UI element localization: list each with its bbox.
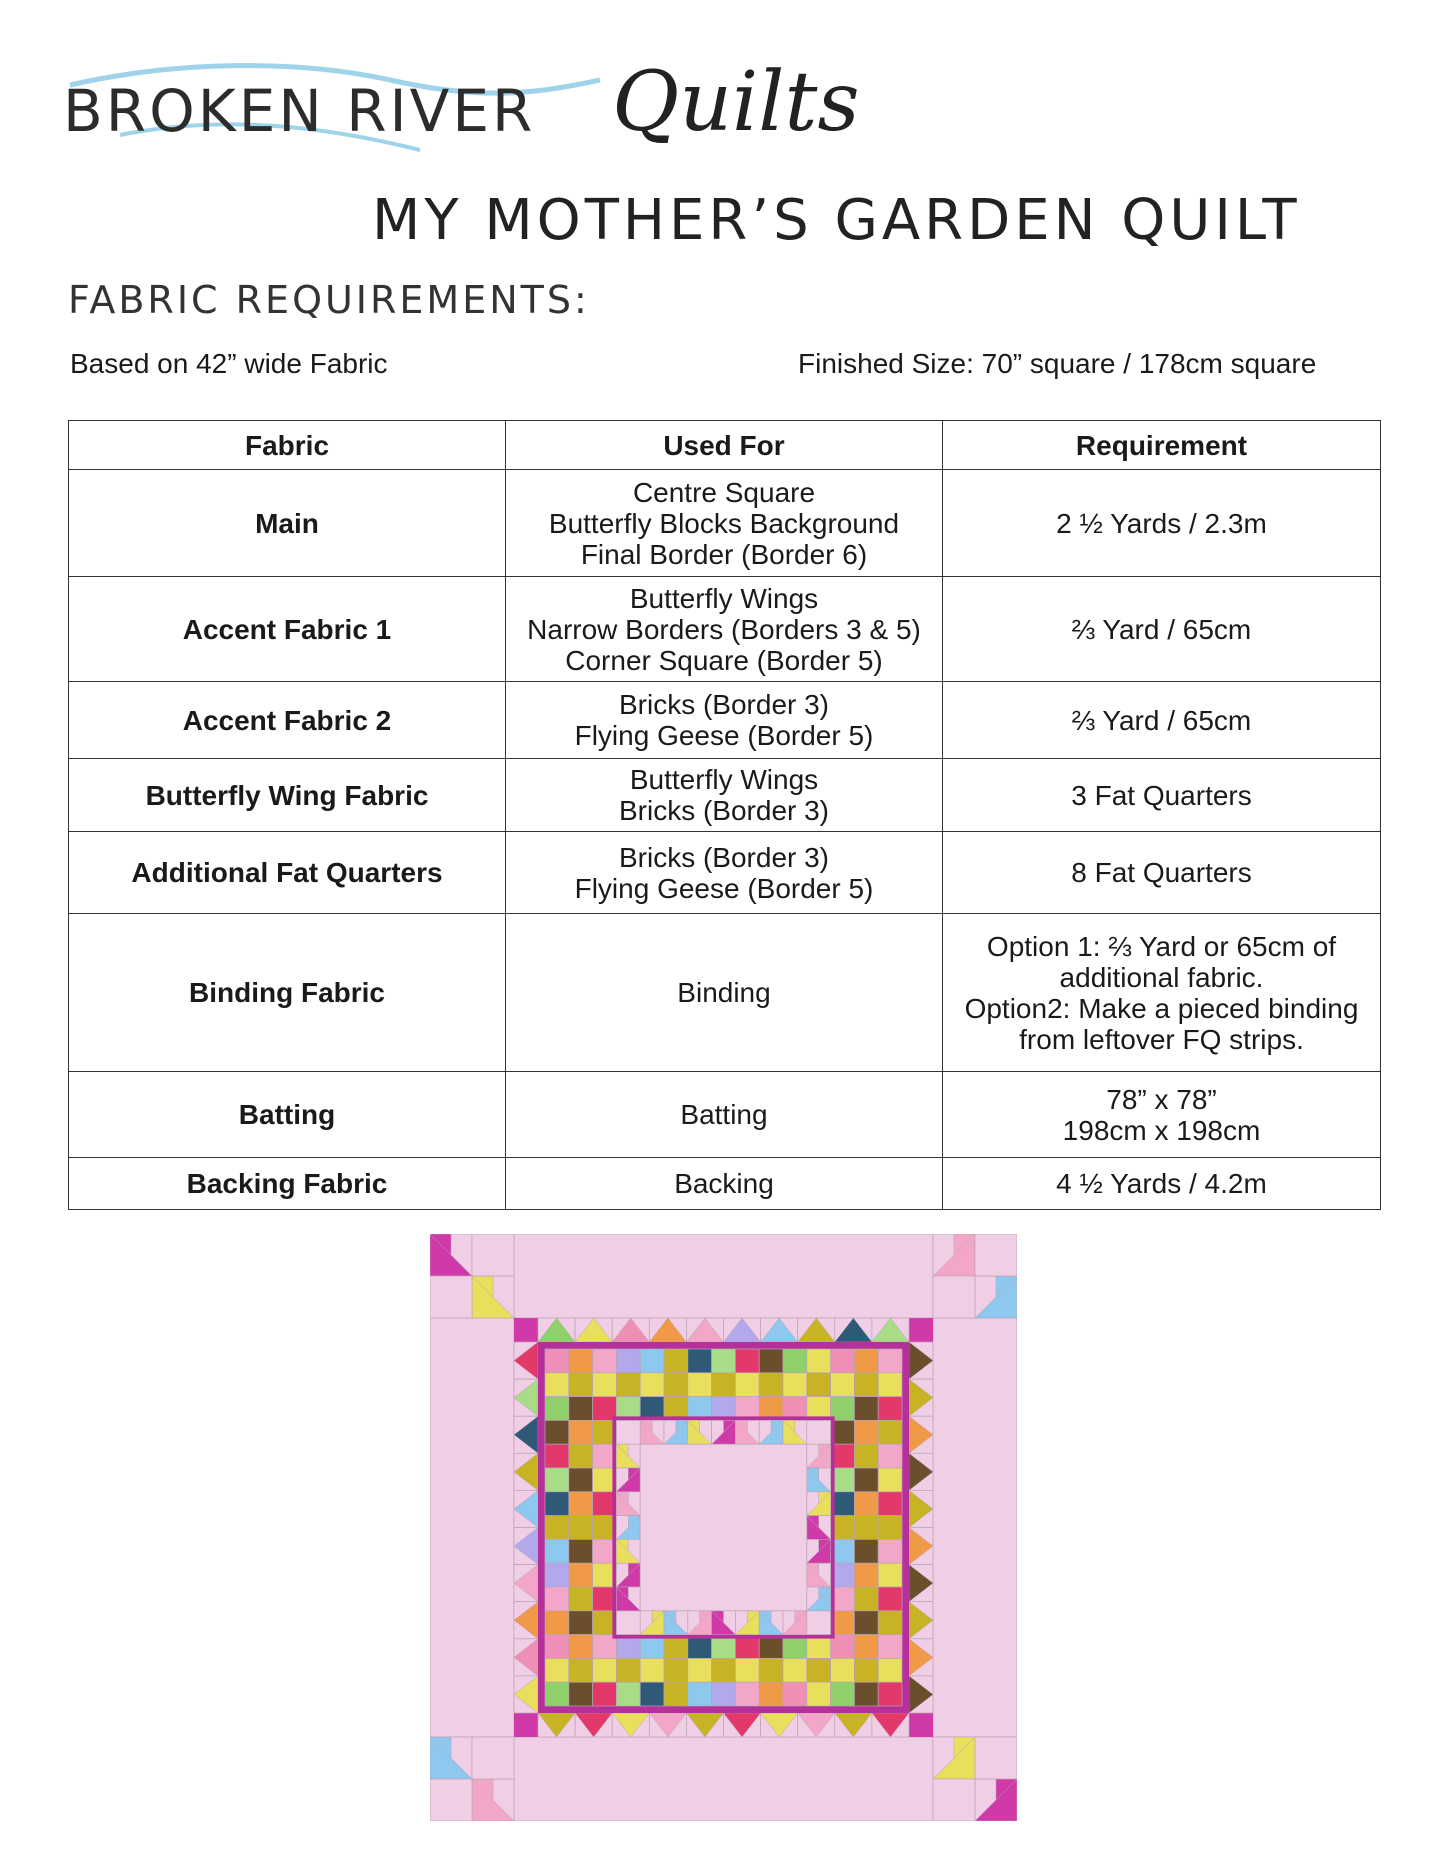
brick xyxy=(545,1468,569,1492)
brick xyxy=(569,1516,593,1540)
column-header: Requirement xyxy=(943,421,1381,470)
table-row xyxy=(69,682,1381,759)
brick xyxy=(783,1682,807,1706)
brick xyxy=(854,1420,878,1444)
brick xyxy=(854,1468,878,1492)
brick xyxy=(807,1658,831,1682)
requirement-cell xyxy=(943,682,1381,759)
brick xyxy=(807,1373,831,1397)
brick xyxy=(569,1373,593,1397)
brick xyxy=(854,1563,878,1587)
corner-cell xyxy=(472,1737,514,1779)
column-header: Used For xyxy=(506,421,943,470)
brick xyxy=(854,1587,878,1611)
fabric-cell: Backing Fabric xyxy=(69,1158,506,1210)
used-for-line: Bricks (Border 3) xyxy=(618,689,830,720)
brick xyxy=(545,1682,569,1706)
brick xyxy=(831,1658,855,1682)
brick xyxy=(640,1658,664,1682)
brick xyxy=(545,1420,569,1444)
used-for-line: Centre Square xyxy=(632,476,816,508)
section-heading: FABRIC REQUIREMENTS: xyxy=(68,278,590,322)
fabric-requirements-table xyxy=(68,420,1381,1210)
table-row xyxy=(69,759,1381,832)
table-row xyxy=(69,1072,1381,1158)
brick xyxy=(688,1349,712,1373)
brick xyxy=(545,1658,569,1682)
requirement-cell xyxy=(943,1072,1381,1158)
quilt-diagram xyxy=(430,1234,1017,1821)
requirement-cell xyxy=(943,470,1381,577)
requirement-cell xyxy=(943,832,1381,914)
brick xyxy=(616,1373,640,1397)
brick xyxy=(545,1373,569,1397)
brick xyxy=(569,1444,593,1468)
brick xyxy=(569,1539,593,1563)
used-for-line: Bricks (Border 3) xyxy=(618,795,830,826)
corner-cell xyxy=(430,1276,472,1318)
requirement-cell xyxy=(943,1158,1381,1210)
border-6-panel xyxy=(514,1234,933,1318)
brick xyxy=(854,1397,878,1421)
brick xyxy=(569,1420,593,1444)
used-for-cell xyxy=(506,470,943,577)
brick xyxy=(854,1373,878,1397)
brand-script: Quilts xyxy=(612,55,860,150)
used-for-line: Butterfly Wings xyxy=(629,582,819,614)
brick xyxy=(545,1444,569,1468)
table-row xyxy=(69,1158,1381,1210)
fabric-cell: Batting xyxy=(69,1072,506,1158)
brick xyxy=(569,1682,593,1706)
brick xyxy=(783,1658,807,1682)
brick xyxy=(759,1349,783,1373)
corner-cell xyxy=(933,1276,975,1318)
used-for-line: Backing xyxy=(674,1168,774,1199)
fabric-cell: Accent Fabric 2 xyxy=(69,682,506,759)
brick xyxy=(616,1682,640,1706)
brick xyxy=(545,1539,569,1563)
brick xyxy=(783,1373,807,1397)
brick xyxy=(759,1373,783,1397)
brick xyxy=(735,1658,759,1682)
requirement-cell xyxy=(943,577,1381,682)
brick xyxy=(854,1516,878,1540)
brick xyxy=(569,1468,593,1492)
brick xyxy=(593,1682,617,1706)
requirement-line: 198cm x 198cm xyxy=(1062,1114,1261,1146)
brick xyxy=(545,1635,569,1659)
brick xyxy=(616,1658,640,1682)
used-for-cell xyxy=(506,1158,943,1210)
requirement-line: ⅔ Yard / 65cm xyxy=(1071,613,1252,645)
brick xyxy=(569,1635,593,1659)
corner-cell xyxy=(933,1779,975,1821)
brick xyxy=(878,1492,902,1516)
requirement-line: 78” x 78” xyxy=(1106,1083,1217,1115)
brick xyxy=(878,1563,902,1587)
border-6-panel xyxy=(933,1318,1017,1737)
brick xyxy=(831,1349,855,1373)
fabric-cell: Butterfly Wing Fabric xyxy=(69,759,506,832)
corner-square xyxy=(514,1318,538,1342)
column-header: Fabric xyxy=(69,421,506,470)
brick xyxy=(735,1373,759,1397)
requirement-cell xyxy=(943,914,1381,1072)
used-for-line: Corner Square (Border 5) xyxy=(565,644,883,676)
corner-square xyxy=(909,1713,933,1737)
corner-square xyxy=(909,1318,933,1342)
brick xyxy=(688,1373,712,1397)
used-for-cell xyxy=(506,682,943,759)
requirement-line: 3 Fat Quarters xyxy=(1071,779,1252,811)
corner-cell xyxy=(430,1779,472,1821)
brick xyxy=(878,1444,902,1468)
requirement-line: ⅔ Yard / 65cm xyxy=(1071,704,1252,736)
used-for-line: Flying Geese (Border 5) xyxy=(574,872,874,904)
brick xyxy=(640,1349,664,1373)
brick xyxy=(854,1349,878,1373)
brick xyxy=(759,1682,783,1706)
used-for-cell xyxy=(506,759,943,832)
brick xyxy=(545,1563,569,1587)
brick xyxy=(783,1349,807,1373)
used-for-cell xyxy=(506,832,943,914)
brick xyxy=(878,1658,902,1682)
brick xyxy=(712,1373,736,1397)
requirement-line: from leftover FQ strips. xyxy=(1019,1023,1304,1055)
table-row xyxy=(69,470,1381,577)
brick xyxy=(616,1349,640,1373)
brick xyxy=(854,1444,878,1468)
brick xyxy=(735,1349,759,1373)
brick xyxy=(735,1682,759,1706)
brick xyxy=(545,1492,569,1516)
used-for-line: Bricks (Border 3) xyxy=(618,841,830,873)
brick xyxy=(878,1611,902,1635)
requirement-line: Option 1: ⅔ Yard or 65cm of xyxy=(986,930,1337,962)
brick xyxy=(854,1492,878,1516)
table-row xyxy=(69,577,1381,682)
fabric-cell: Binding Fabric xyxy=(69,914,506,1072)
brick xyxy=(545,1611,569,1635)
brick xyxy=(688,1682,712,1706)
brick xyxy=(854,1611,878,1635)
brick xyxy=(878,1635,902,1659)
fabric-cell: Additional Fat Quarters xyxy=(69,832,506,914)
corner-cell xyxy=(975,1737,1017,1779)
brick xyxy=(593,1658,617,1682)
requirement-line: 2 ½ Yards / 2.3m xyxy=(1056,507,1267,539)
finished-size-note: Finished Size: 70” square / 178cm square xyxy=(798,348,1317,379)
brick xyxy=(878,1397,902,1421)
brick xyxy=(569,1611,593,1635)
brick xyxy=(545,1587,569,1611)
brick xyxy=(545,1516,569,1540)
brick xyxy=(878,1587,902,1611)
brick xyxy=(640,1373,664,1397)
corner-cell xyxy=(975,1234,1017,1276)
page-title: MY MOTHER’S GARDEN QUILT xyxy=(372,188,1301,253)
used-for-cell xyxy=(506,577,943,682)
centre-square-inner xyxy=(640,1444,807,1611)
brand-name: BROKEN RIVER xyxy=(63,77,536,145)
brick xyxy=(569,1658,593,1682)
brick xyxy=(664,1373,688,1397)
brick xyxy=(878,1682,902,1706)
corner-cell xyxy=(472,1234,514,1276)
brick xyxy=(593,1349,617,1373)
brick xyxy=(807,1682,831,1706)
brick xyxy=(569,1492,593,1516)
brick xyxy=(640,1682,664,1706)
brick xyxy=(854,1682,878,1706)
brick xyxy=(854,1635,878,1659)
brick xyxy=(664,1682,688,1706)
brick xyxy=(569,1349,593,1373)
brick xyxy=(712,1349,736,1373)
requirement-line: additional fabric. xyxy=(1059,961,1264,993)
brick xyxy=(878,1539,902,1563)
brick xyxy=(545,1349,569,1373)
table-row xyxy=(69,832,1381,914)
requirement-line: Option2: Make a pieced binding xyxy=(964,992,1359,1024)
brick xyxy=(569,1397,593,1421)
fabric-width-note: Based on 42” wide Fabric xyxy=(70,348,388,379)
brick xyxy=(664,1349,688,1373)
brick xyxy=(878,1516,902,1540)
requirement-line: 8 Fat Quarters xyxy=(1071,857,1252,888)
fabric-cell: Accent Fabric 1 xyxy=(69,577,506,682)
brick xyxy=(878,1373,902,1397)
fabric-cell: Main xyxy=(69,470,506,577)
brick xyxy=(569,1587,593,1611)
used-for-cell xyxy=(506,1072,943,1158)
requirement-cell xyxy=(943,759,1381,832)
used-for-line: Batting xyxy=(680,1099,768,1130)
brick xyxy=(878,1468,902,1492)
brick xyxy=(569,1563,593,1587)
used-for-line: Narrow Borders (Borders 3 & 5) xyxy=(527,613,921,645)
used-for-line: Binding xyxy=(677,977,771,1008)
brick xyxy=(712,1658,736,1682)
used-for-line: Butterfly Blocks Background xyxy=(548,507,900,539)
brick xyxy=(878,1420,902,1444)
used-for-line: Final Border (Border 6) xyxy=(580,538,868,570)
used-for-line: Flying Geese (Border 5) xyxy=(574,720,874,751)
brick xyxy=(831,1373,855,1397)
table-row xyxy=(69,914,1381,1072)
table-header-row xyxy=(69,421,1381,470)
used-for-cell xyxy=(506,914,943,1072)
brand-logo xyxy=(60,55,860,165)
brick xyxy=(831,1682,855,1706)
brick xyxy=(688,1658,712,1682)
brick xyxy=(664,1658,688,1682)
brick xyxy=(593,1373,617,1397)
border-6-panel xyxy=(514,1737,933,1821)
requirement-line: 4 ½ Yards / 4.2m xyxy=(1056,1168,1267,1199)
brick xyxy=(878,1349,902,1373)
used-for-line: Butterfly Wings xyxy=(629,764,819,795)
brick xyxy=(854,1658,878,1682)
brick xyxy=(759,1658,783,1682)
border-6-panel xyxy=(430,1318,514,1737)
brick xyxy=(712,1682,736,1706)
corner-square xyxy=(514,1713,538,1737)
brick xyxy=(545,1397,569,1421)
brick xyxy=(854,1539,878,1563)
brick xyxy=(807,1349,831,1373)
